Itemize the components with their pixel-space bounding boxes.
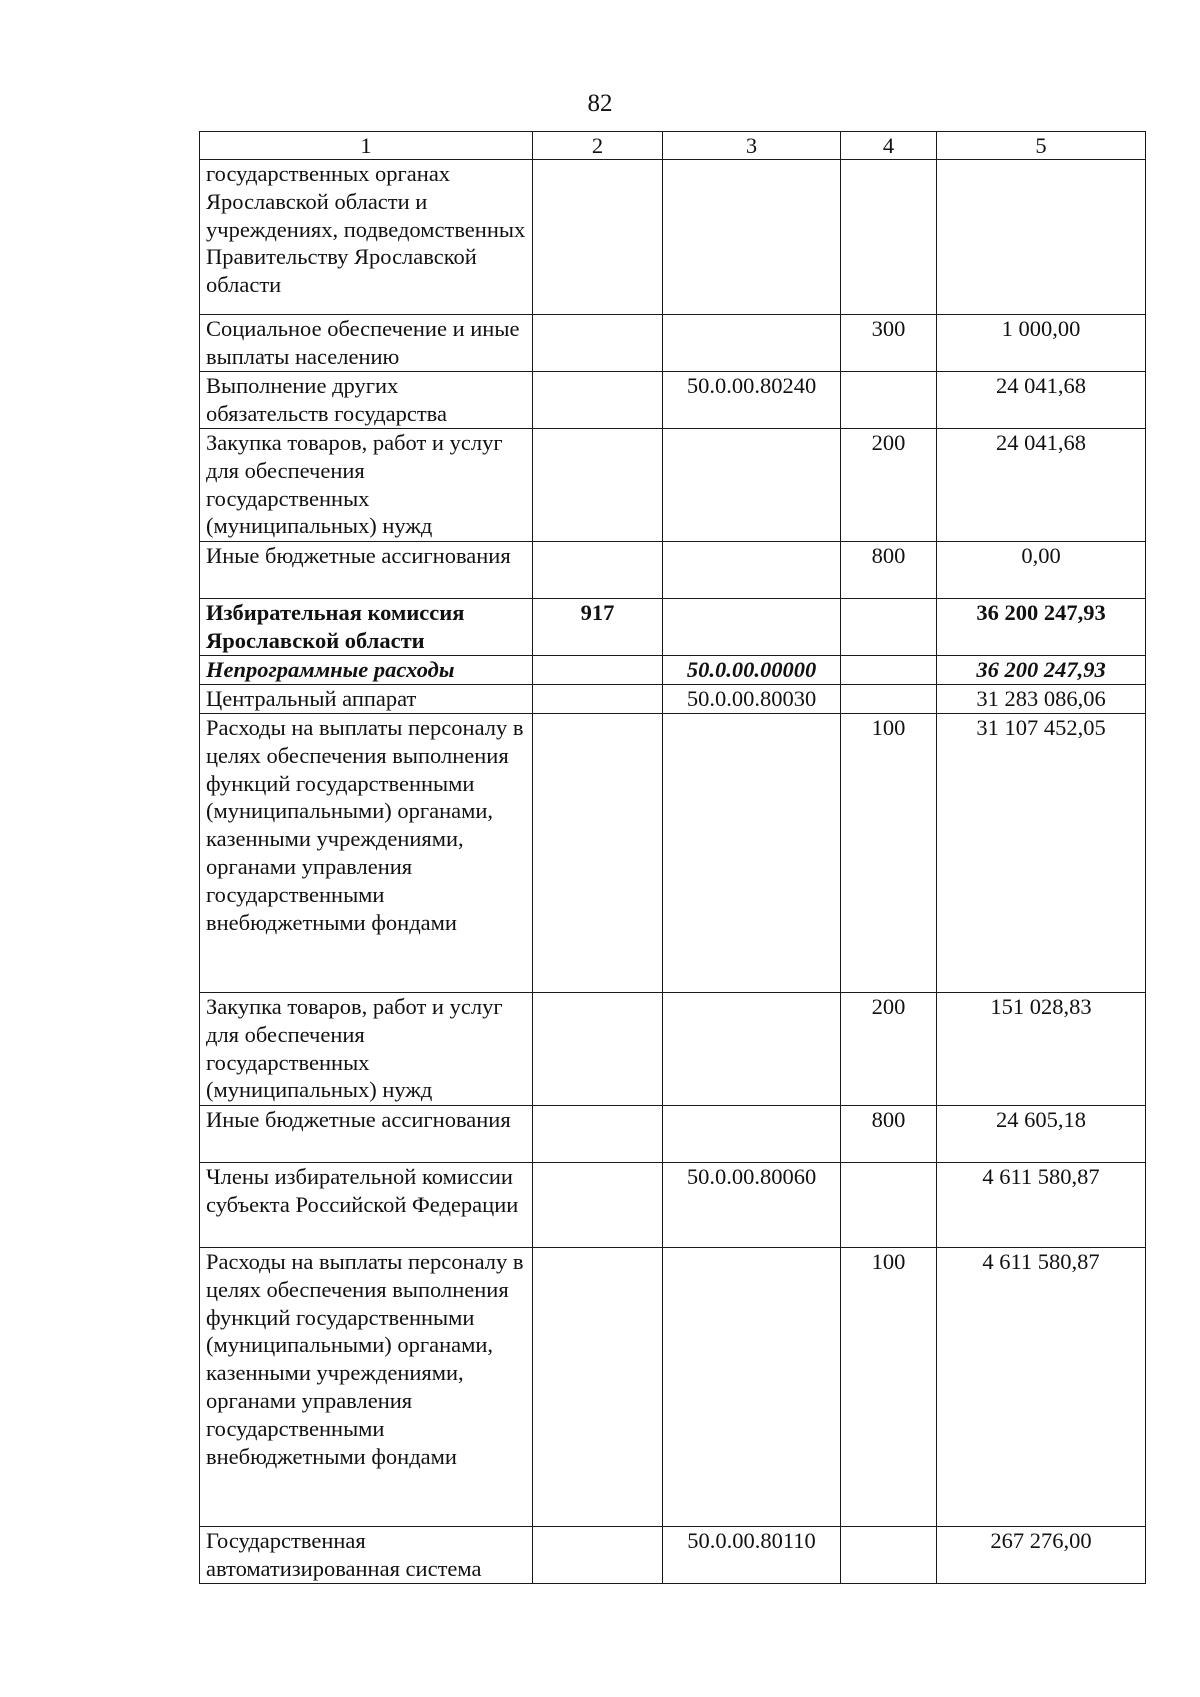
row-type: [841, 160, 937, 315]
row-code: 50.0.00.00000: [663, 656, 841, 685]
table-row: [200, 1106, 1146, 1163]
table-row: [200, 1527, 1146, 1584]
table-row: [200, 372, 1146, 429]
column-header-1: 1: [200, 132, 533, 160]
row-type: 200: [841, 429, 937, 542]
row-code: [663, 315, 841, 372]
table-row: [200, 160, 1146, 315]
row-code: 50.0.00.80240: [663, 372, 841, 429]
row-ministry: [533, 315, 663, 372]
row-type: 100: [841, 714, 937, 993]
row-ministry: [533, 685, 663, 714]
row-type: [841, 372, 937, 429]
row-name: Иные бюджетные ассигнования: [200, 542, 533, 599]
table-row: [200, 656, 1146, 685]
row-name: Расходы на выплаты персоналу в целях обеспечения выполнения функций государственными (муниципальными) органами, казенными учреждениями, органами управления государственными внебюджетными фондами: [200, 1248, 533, 1527]
row-ministry: [533, 1527, 663, 1584]
row-name: Государственная автоматизированная система: [200, 1527, 533, 1584]
row-code: [663, 599, 841, 656]
table-row: [200, 714, 1146, 993]
row-name: Выполнение других обязательств государства: [200, 372, 533, 429]
column-header-4: 4: [841, 132, 937, 160]
row-code: [663, 993, 841, 1106]
row-type: [841, 599, 937, 656]
row-type: [841, 656, 937, 685]
row-name: Закупка товаров, работ и услуг для обеспечения государственных (муниципальных) нужд: [200, 429, 533, 542]
row-amount: 24 605,18: [937, 1106, 1146, 1163]
row-type: 800: [841, 1106, 937, 1163]
row-ministry: [533, 714, 663, 993]
row-amount: 151 028,83: [937, 993, 1146, 1106]
row-name: Избирательная комиссия Ярославской области: [200, 599, 533, 656]
row-ministry: [533, 372, 663, 429]
table-row: [200, 1163, 1146, 1248]
row-amount: 4 611 580,87: [937, 1163, 1146, 1248]
row-code: [663, 714, 841, 993]
row-type: [841, 1527, 937, 1584]
row-ministry: [533, 542, 663, 599]
row-code: 50.0.00.80060: [663, 1163, 841, 1248]
row-ministry: [533, 429, 663, 542]
row-amount: 31 107 452,05: [937, 714, 1146, 993]
row-name: Социальное обеспечение и иные выплаты населению: [200, 315, 533, 372]
page-number: 82: [587, 90, 613, 117]
row-amount: 0,00: [937, 542, 1146, 599]
row-ministry: 917: [533, 599, 663, 656]
row-code: [663, 429, 841, 542]
row-code: 50.0.00.80030: [663, 685, 841, 714]
row-type: [841, 685, 937, 714]
table-row: [200, 542, 1146, 599]
budget-table: [199, 131, 1146, 1584]
row-name: Члены избирательной комиссии субъекта Российской Федерации: [200, 1163, 533, 1248]
row-amount: 36 200 247,93: [937, 599, 1146, 656]
row-type: 800: [841, 542, 937, 599]
table-row: [200, 429, 1146, 542]
row-name: Закупка товаров, работ и услуг для обеспечения государственных (муниципальных) нужд: [200, 993, 533, 1106]
row-amount: 267 276,00: [937, 1527, 1146, 1584]
row-ministry: [533, 1163, 663, 1248]
row-name: Центральный аппарат: [200, 685, 533, 714]
row-name: Непрограммные расходы: [200, 656, 533, 685]
row-ministry: [533, 656, 663, 685]
row-amount: 31 283 086,06: [937, 685, 1146, 714]
row-amount: 36 200 247,93: [937, 656, 1146, 685]
row-amount: [937, 160, 1146, 315]
row-code: [663, 542, 841, 599]
column-header-2: 2: [533, 132, 663, 160]
row-code: [663, 160, 841, 315]
table-row: [200, 1248, 1146, 1527]
row-name: государственных органах Ярославской области и учреждениях, подведомственных Правительству Ярославской области: [200, 160, 533, 315]
row-type: [841, 1163, 937, 1248]
row-type: 200: [841, 993, 937, 1106]
row-code: [663, 1248, 841, 1527]
row-ministry: [533, 1106, 663, 1163]
column-header-3: 3: [663, 132, 841, 160]
row-ministry: [533, 1248, 663, 1527]
table-row: [200, 993, 1146, 1106]
row-amount: 4 611 580,87: [937, 1248, 1146, 1527]
table-row: [200, 685, 1146, 714]
row-ministry: [533, 160, 663, 315]
table-row: [200, 599, 1146, 656]
row-name: Иные бюджетные ассигнования: [200, 1106, 533, 1163]
row-type: 100: [841, 1248, 937, 1527]
row-code: [663, 1106, 841, 1163]
row-code: 50.0.00.80110: [663, 1527, 841, 1584]
row-name: Расходы на выплаты персоналу в целях обеспечения выполнения функций государственными (муниципальными) органами, казенными учреждениями, органами управления государственными внебюджетными фондами: [200, 714, 533, 993]
row-amount: 24 041,68: [937, 429, 1146, 542]
row-type: 300: [841, 315, 937, 372]
row-amount: 1 000,00: [937, 315, 1146, 372]
table-header-row: [200, 132, 1146, 160]
row-ministry: [533, 993, 663, 1106]
row-amount: 24 041,68: [937, 372, 1146, 429]
column-header-5: 5: [937, 132, 1146, 160]
table-row: [200, 315, 1146, 372]
